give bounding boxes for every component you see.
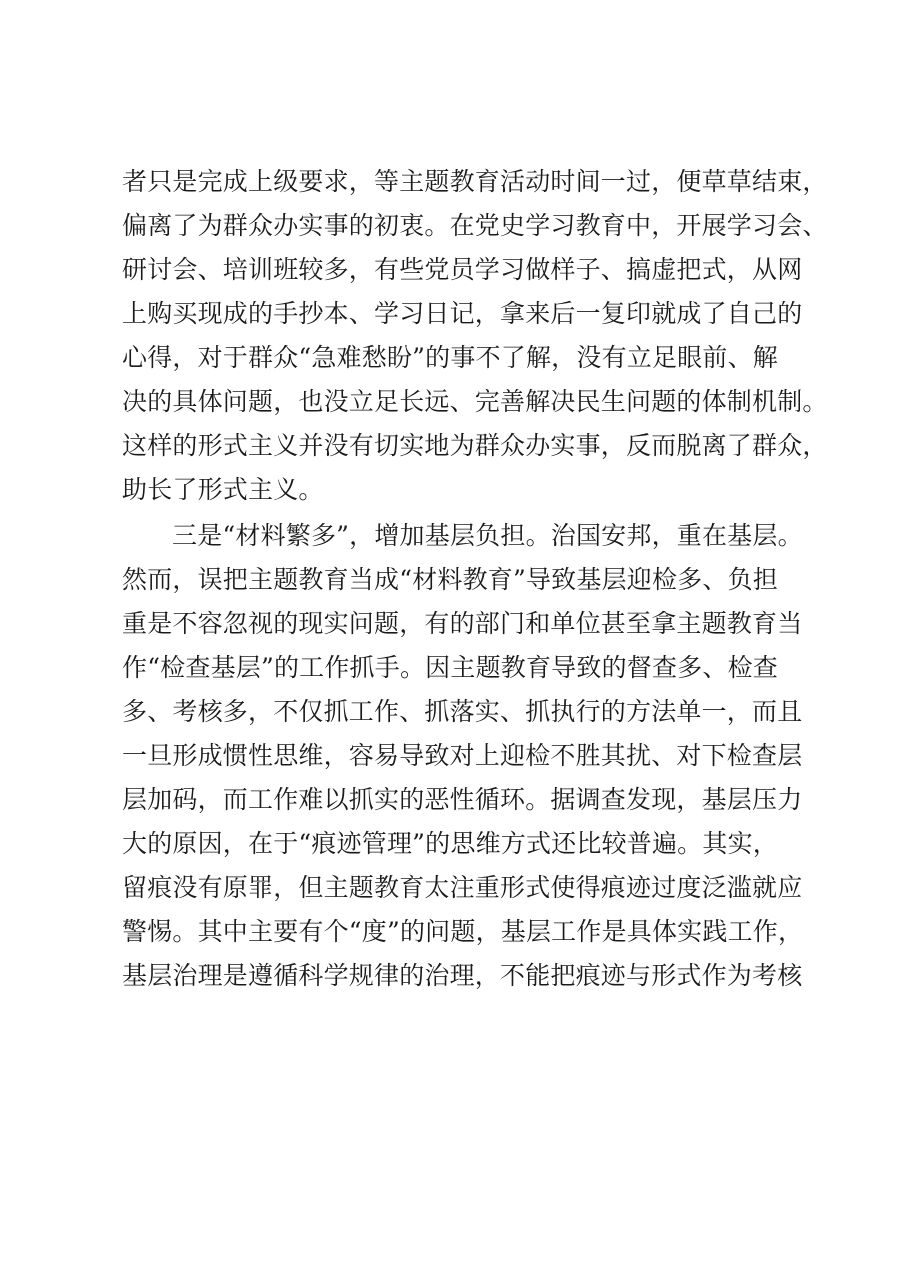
text-line: 者只是完成上级要求，等主题教育活动时间一过，便草草结束， (122, 167, 828, 196)
text-line: 决的具体问题，也没立足长远、完善解决民生问题的体制机制。 (122, 387, 828, 416)
text-line: 这样的形式主义并没有切实地为群众办实事，反而脱离了群众， (122, 431, 828, 460)
text-line: 多、考核多，不仅抓工作、抓落实、抓执行的方法单一，而且 (122, 697, 803, 726)
text-line: 一旦形成惯性思维，容易导致对上迎检不胜其扰、对下检查层 (122, 741, 803, 770)
text-line: 警惕。其中主要有个“度”的问题，基层工作是具体实践工作， (122, 917, 804, 946)
text-line: 层加码，而工作难以抓实的恶性循环。据调查发现，基层压力 (122, 785, 803, 814)
text-line: 基层治理是遵循科学规律的治理，不能把痕迹与形式作为考核 (122, 961, 803, 990)
text-line: 重是不容忽视的现实问题，有的部门和单位甚至拿主题教育当 (122, 609, 803, 638)
text-line: 留痕没有原罪，但主题教育太注重形式使得痕迹过度泛滥就应 (122, 873, 803, 902)
text-line: 作“检查基层”的工作抓手。因主题教育导致的督查多、检查 (122, 653, 778, 682)
text-line: 心得，对于群众“急难愁盼”的事不了解，没有立足眼前、解 (122, 343, 778, 372)
text-line: 研讨会、培训班较多，有些党员学习做样子、搞虚把式，从网 (122, 255, 803, 284)
text-line: 然而，误把主题教育当成“材料教育”导致基层迎检多、负担 (122, 565, 778, 594)
text-line: 上购买现成的手抄本、学习日记，拿来后一复印就成了自己的 (122, 299, 803, 328)
text-line: 大的原因，在于“痕迹管理”的思维方式还比较普遍。其实， (122, 829, 778, 858)
text-line: 偏离了为群众办实事的初衷。在党史学习教育中，开展学习会、 (122, 211, 828, 240)
paragraph-start-line: 三是“材料繁多”，增加基层负担。治国安邦，重在基层。 (172, 521, 803, 550)
text-line: 助长了形式主义。 (122, 475, 324, 504)
